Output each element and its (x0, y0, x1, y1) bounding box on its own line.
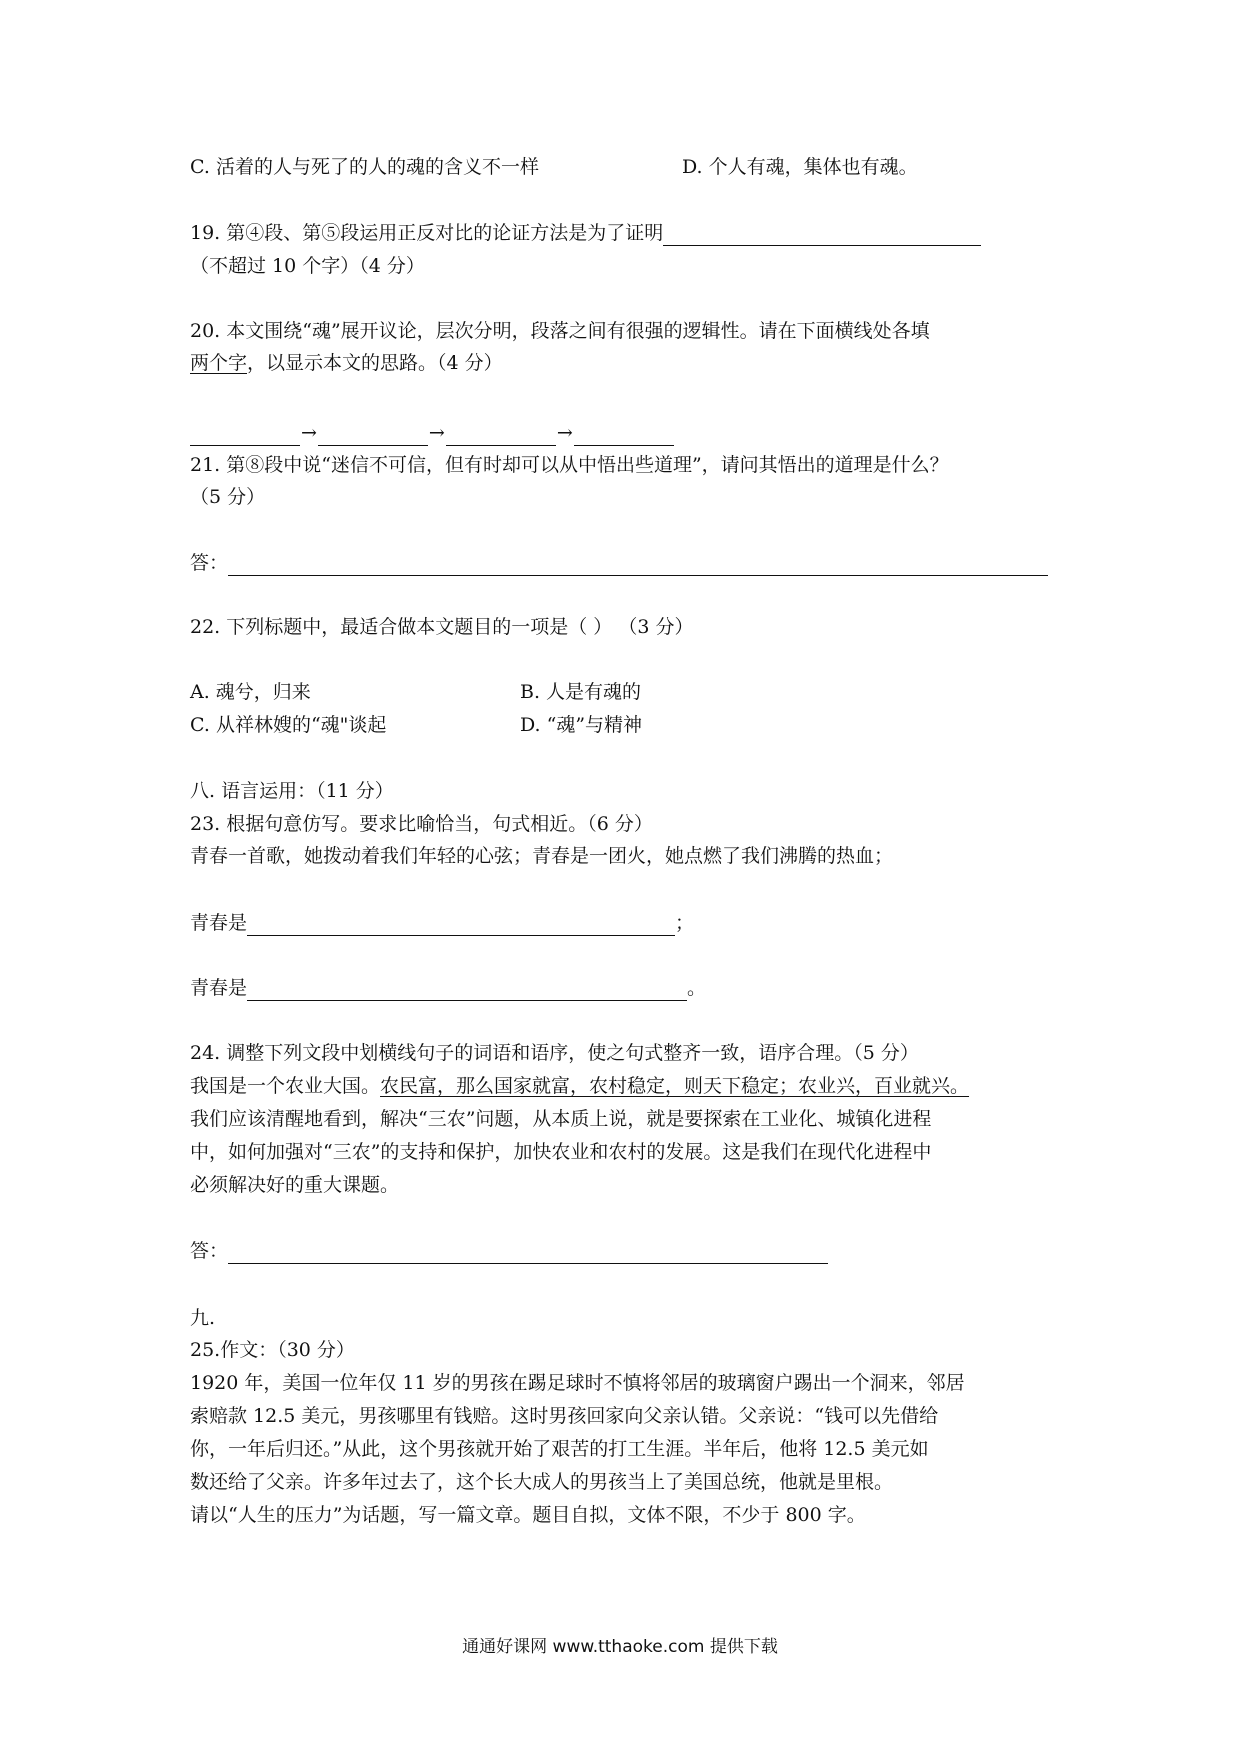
q21-answer-blank[interactable] (228, 555, 1048, 576)
q18-option-c: C. 活着的人与死了的人的魂的含义不一样 (190, 156, 539, 178)
q22-option-a: A. 魂兮，归来 (190, 681, 311, 703)
q25-line2: 索赔款 12.5 美元，男孩哪里有钱赔。这时男孩回家向父亲认错。父亲说：“钱可以先借给 (190, 1405, 939, 1427)
q24-question: 24. 调整下列文段中划横线句子的词语和语序，使之句式整齐一致，语序合理。（5 分） (190, 1042, 919, 1064)
page-footer: 通通好课网 www.tthaoke.com 提供下载 (462, 1637, 778, 1657)
q19-answer-blank[interactable] (663, 225, 981, 246)
q24-paragraph-line1: 我国是一个农业大国。农民富，那么国家就富，农村稳定，则天下稳定；农业兴，百业就兴。 (190, 1075, 970, 1097)
q24-paragraph-line3: 中，如何加强对“三农”的支持和保护，加快农业和农村的发展。这是我们在现代化进程中 (190, 1141, 932, 1163)
q20-question: 20. 本文围绕“魂”展开议论，层次分明，段落之间有很强的逻辑性。请在下面横线处各填 (190, 320, 930, 342)
q19-question: 19. 第④段、第⑤段运用正反对比的论证方法是为了证明 (190, 220, 981, 246)
q24-answer-row: 答： (190, 1238, 828, 1264)
q18-option-d: D. 个人有魂，集体也有魂。 (682, 156, 918, 178)
q20-blank-2[interactable] (318, 425, 428, 446)
arrow-icon: → (301, 422, 317, 444)
q25-line4: 数还给了父亲。许多年过去了，这个长大成人的男孩当上了美国总统，他就是里根。 (190, 1471, 894, 1493)
arrow-icon: → (556, 422, 573, 444)
q22-question: 22. 下列标题中，最适合做本文题目的一项是（ ） （3 分） (190, 616, 694, 638)
q21-question: 21. 第⑧段中说“迷信不可信，但有时却可以从中悟出些道理”，请问其悟出的道理是什么？ (190, 454, 949, 476)
q22-option-d: D. “魂”与精神 (520, 714, 643, 736)
q20-blank-3[interactable] (446, 425, 556, 446)
q20-blank-4[interactable] (574, 425, 674, 446)
q22-option-b: B. 人是有魂的 (520, 681, 642, 703)
q23-answer-1: 青春是 ； (190, 912, 695, 934)
section-8-title: 八. 语言运用：（11 分） (190, 780, 394, 802)
q25-prompt: 请以“人生的压力”为话题，写一篇文章。题目自拟，文体不限，不少于 800 字。 (190, 1504, 866, 1526)
q24-paragraph-line4: 必须解决好的重大课题。 (190, 1174, 400, 1196)
q19-note: （不超过 10 个字）（4 分） (190, 255, 425, 277)
q20-question-line2: 两个字，以显示本文的思路。（4 分） (190, 352, 503, 374)
q21-answer-row: 答： (190, 550, 1048, 576)
q24-answer-blank[interactable] (228, 1243, 828, 1264)
q24-paragraph-line2: 我们应该清醒地看到，解决“三农”问题，从本质上说，就是要探索在工业化、城镇化进程 (190, 1108, 932, 1130)
section-9-title: 九. (190, 1307, 216, 1329)
q21-score: （5 分） (190, 486, 266, 508)
q25-line1: 1920 年，美国一位年仅 11 岁的男孩在踢足球时不慎将邻居的玻璃窗户踢出一个洞来，邻居 (190, 1372, 965, 1394)
q23-example: 青春一首歌，她拨动着我们年轻的心弦；青春是一团火，她点燃了我们沸腾的热血； (190, 845, 894, 867)
q20-blank-1[interactable] (190, 425, 300, 446)
q20-emphasis: 两个字 (190, 352, 248, 374)
q25-line3: 你，一年后归还。”从此，这个男孩就开始了艰苦的打工生涯。半年后，他将 12.5 美元如 (190, 1438, 929, 1460)
q20-blanks-row (190, 420, 674, 446)
q25-question: 25.作文：（30 分） (190, 1339, 355, 1361)
q24-underlined-sentence: 农民富，那么国家就富，农村稳定，则天下稳定；农业兴，百业就兴。 (380, 1075, 970, 1097)
arrow-icon: → (428, 422, 445, 444)
q23-answer-2: 青春是 。 (190, 977, 707, 999)
q23-question: 23. 根据句意仿写。要求比喻恰当，句式相近。（6 分） (190, 813, 653, 835)
q22-option-c: C. 从祥林嫂的“魂"谈起 (190, 714, 387, 736)
q23-blank-2[interactable] (247, 980, 687, 1001)
q23-blank-1[interactable] (247, 915, 675, 936)
